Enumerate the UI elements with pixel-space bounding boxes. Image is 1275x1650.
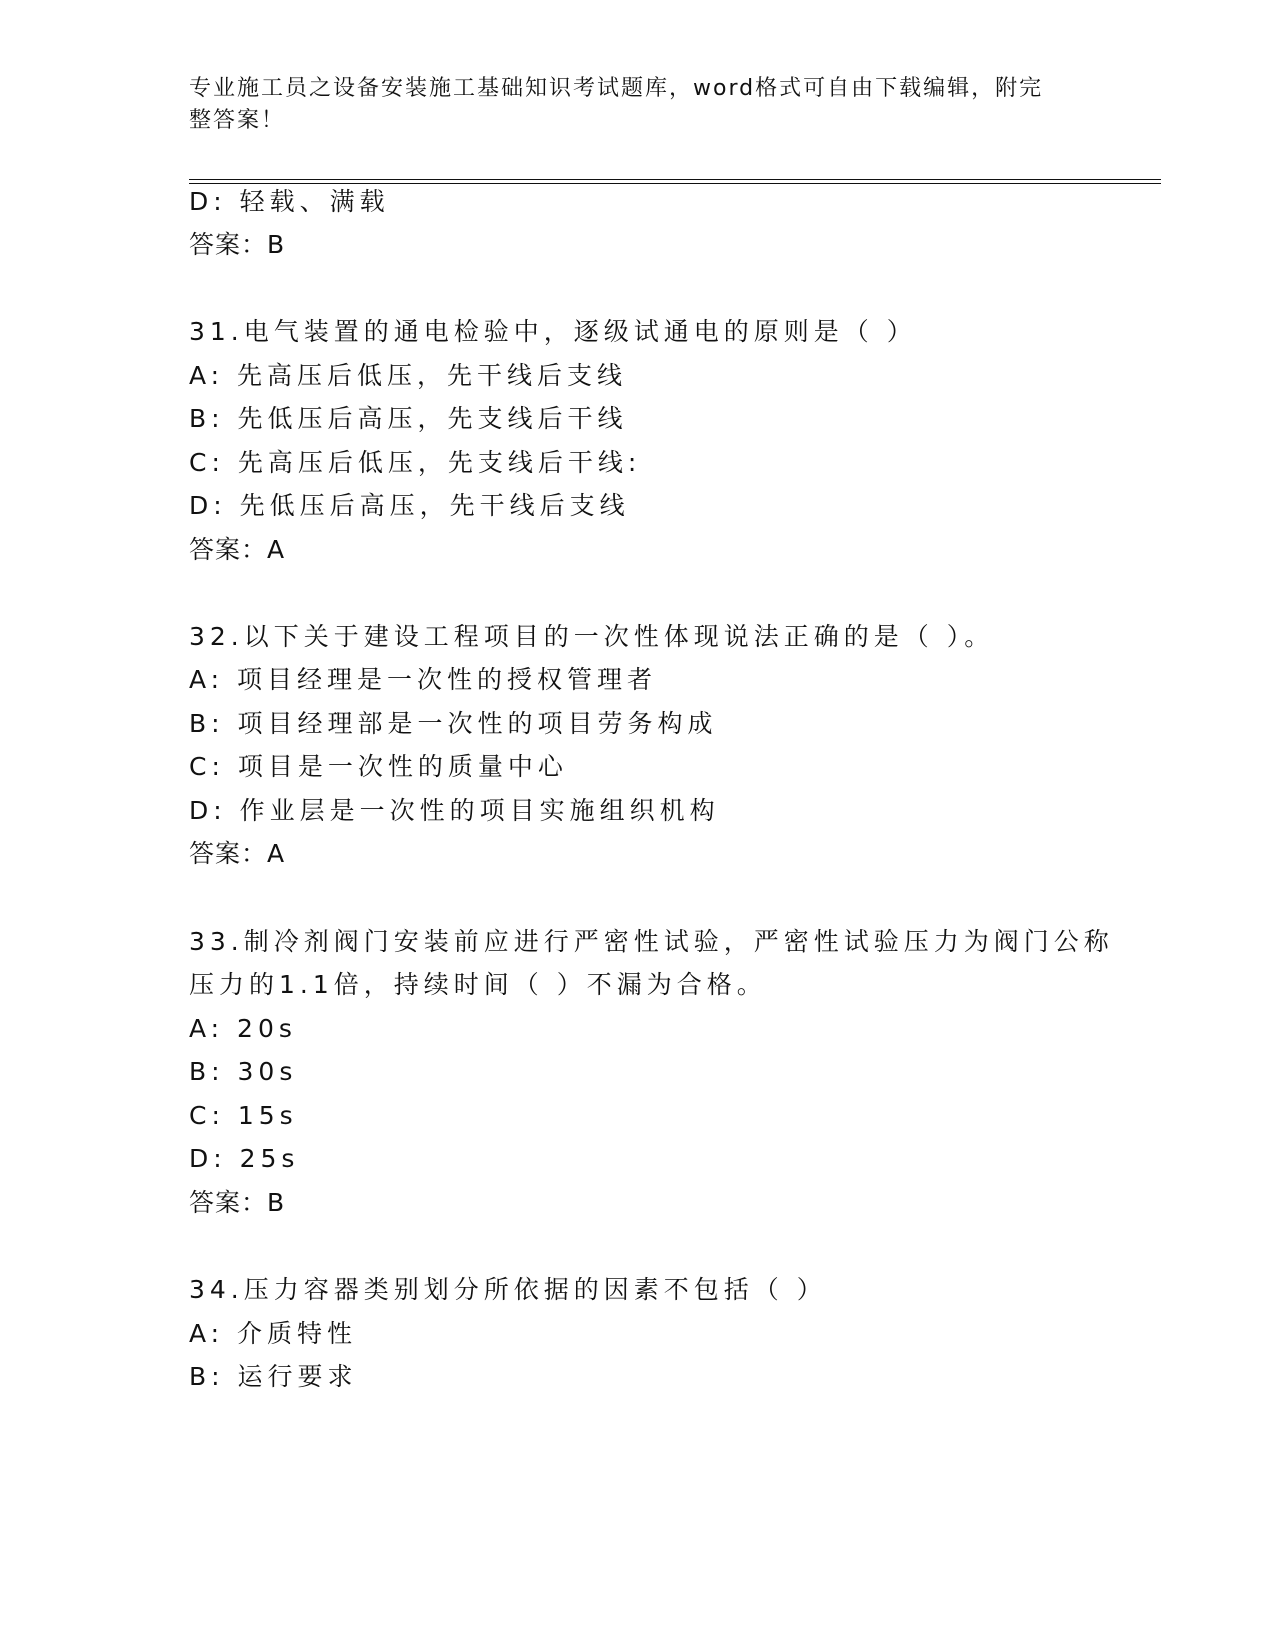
q33-option-c: C: 15s (189, 1101, 298, 1130)
q31-option-d: D: 先低压后高压，先干线后支线 (189, 491, 630, 520)
q31-option-a: A: 先高压后低压，先干线后支线 (189, 361, 628, 390)
q32-answer: 答案：A (189, 839, 286, 868)
q34-option-a: A: 介质特性 (189, 1319, 358, 1348)
q34-stem: 34.压力容器类别划分所依据的因素不包括（ ） (189, 1275, 827, 1304)
q31-option-c: C: 先高压后低压，先支线后干线: (189, 448, 642, 477)
q33-stem-line-2: 压力的1.1倍，持续时间（ ）不漏为合格。 (189, 970, 767, 999)
q32-option-a: A: 项目经理是一次性的授权管理者 (189, 665, 658, 694)
header-line-2: 整答案！ (189, 108, 286, 133)
prev-option-d: D: 轻载、满载 (189, 187, 390, 216)
q33-option-a: A: 20s (189, 1014, 297, 1043)
q31-answer: 答案：A (189, 535, 286, 564)
q32-option-b: B: 项目经理部是一次性的项目劳务构成 (189, 709, 718, 738)
q33-answer: 答案：B (189, 1188, 286, 1217)
q34-option-b: B: 运行要求 (189, 1362, 358, 1391)
q31-stem: 31.电气装置的通电检验中，逐级试通电的原则是（ ） (189, 317, 917, 346)
header-rule-top (189, 179, 1161, 180)
q32-stem: 32.以下关于建设工程项目的一次性体现说法正确的是（ ）。 (189, 622, 995, 651)
q32-option-c: C: 项目是一次性的质量中心 (189, 752, 568, 781)
header-line-1: 专业施工员之设备安装施工基础知识考试题库，word格式可自由下载编辑，附完 (189, 76, 1044, 101)
q33-stem-line-1: 33.制冷剂阀门安装前应进行严密性试验，严密性试验压力为阀门公称 (189, 927, 1114, 956)
q31-option-b: B: 先低压后高压，先支线后干线 (189, 404, 628, 433)
q33-option-b: B: 30s (189, 1057, 298, 1086)
q33-option-d: D: 25s (189, 1144, 300, 1173)
header-rule-bottom (189, 183, 1161, 184)
q32-option-d: D: 作业层是一次性的项目实施组织机构 (189, 796, 720, 825)
page-header (189, 73, 1089, 137)
prev-answer: 答案：B (189, 230, 286, 259)
